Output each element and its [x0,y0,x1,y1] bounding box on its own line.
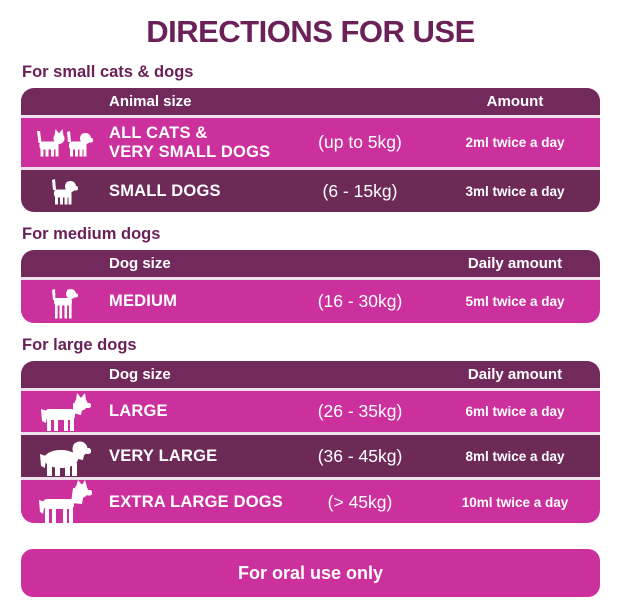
animal-size-line2: VERY SMALL DOGS [109,142,271,161]
small-dog-icon [21,176,109,206]
table-row [21,277,600,323]
weight-range-label: (26 - 35kg) [317,401,403,421]
dose-amount-label: 5ml twice a day [465,294,565,309]
column-header-dog-size: Dog size [109,366,171,383]
section-small-cats-dogs [21,63,600,212]
section-label: For large dogs [22,336,137,354]
oral-use-label: For oral use only [237,562,384,583]
extra-large-dog-icon [21,480,109,523]
table-header-row [21,88,600,115]
animal-size-label: MEDIUM [109,292,178,310]
medium-dog-icon [21,284,109,320]
dose-amount-label: 6ml twice a day [465,404,565,419]
section-label: For medium dogs [22,225,161,243]
animal-size-label: SMALL DOGS [109,181,221,200]
table-header-row [21,361,600,388]
dosage-table-large [21,361,600,523]
column-header-daily-amount: Daily amount [467,255,563,272]
oral-use-banner [21,549,600,597]
animal-size-label [109,124,290,162]
dose-amount-label: 2ml twice a day [465,135,565,150]
dose-amount-label: 10ml twice a day [461,494,569,510]
animal-size-line1: ALL CATS & [109,123,208,142]
cat-and-dog-icon [21,128,109,158]
very-large-dog-icon [21,436,109,476]
animal-size-label: EXTRA LARGE DOGS [109,492,284,511]
page-title: DIRECTIONS FOR USE [146,14,475,49]
animal-size-label: VERY LARGE [109,446,218,465]
dose-amount-label: 3ml twice a day [465,183,565,199]
dosage-table-small [21,88,600,212]
table-row [21,388,600,432]
dosage-table-medium [21,250,600,323]
section-label: For small cats & dogs [22,63,194,81]
column-header-daily-amount: Daily amount [467,366,563,383]
column-header-animal-size: Animal size [109,93,192,110]
section-medium-dogs [21,225,600,323]
table-row [21,115,600,167]
weight-range-label: (6 - 15kg) [322,180,398,201]
dose-amount-label: 8ml twice a day [465,448,565,464]
animal-size-label: LARGE [109,402,168,420]
weight-range-label: (16 - 30kg) [317,291,403,311]
weight-range-label: (> 45kg) [327,491,393,512]
table-row [21,432,600,477]
section-large-dogs [21,336,600,523]
table-row [21,167,600,212]
weight-range-label: (up to 5kg) [318,132,402,152]
table-header-row [21,250,600,277]
weight-range-label: (36 - 45kg) [317,445,403,466]
column-header-amount: Amount [486,93,544,110]
large-dog-icon [21,393,109,431]
table-row [21,477,600,523]
column-header-dog-size: Dog size [109,255,171,272]
